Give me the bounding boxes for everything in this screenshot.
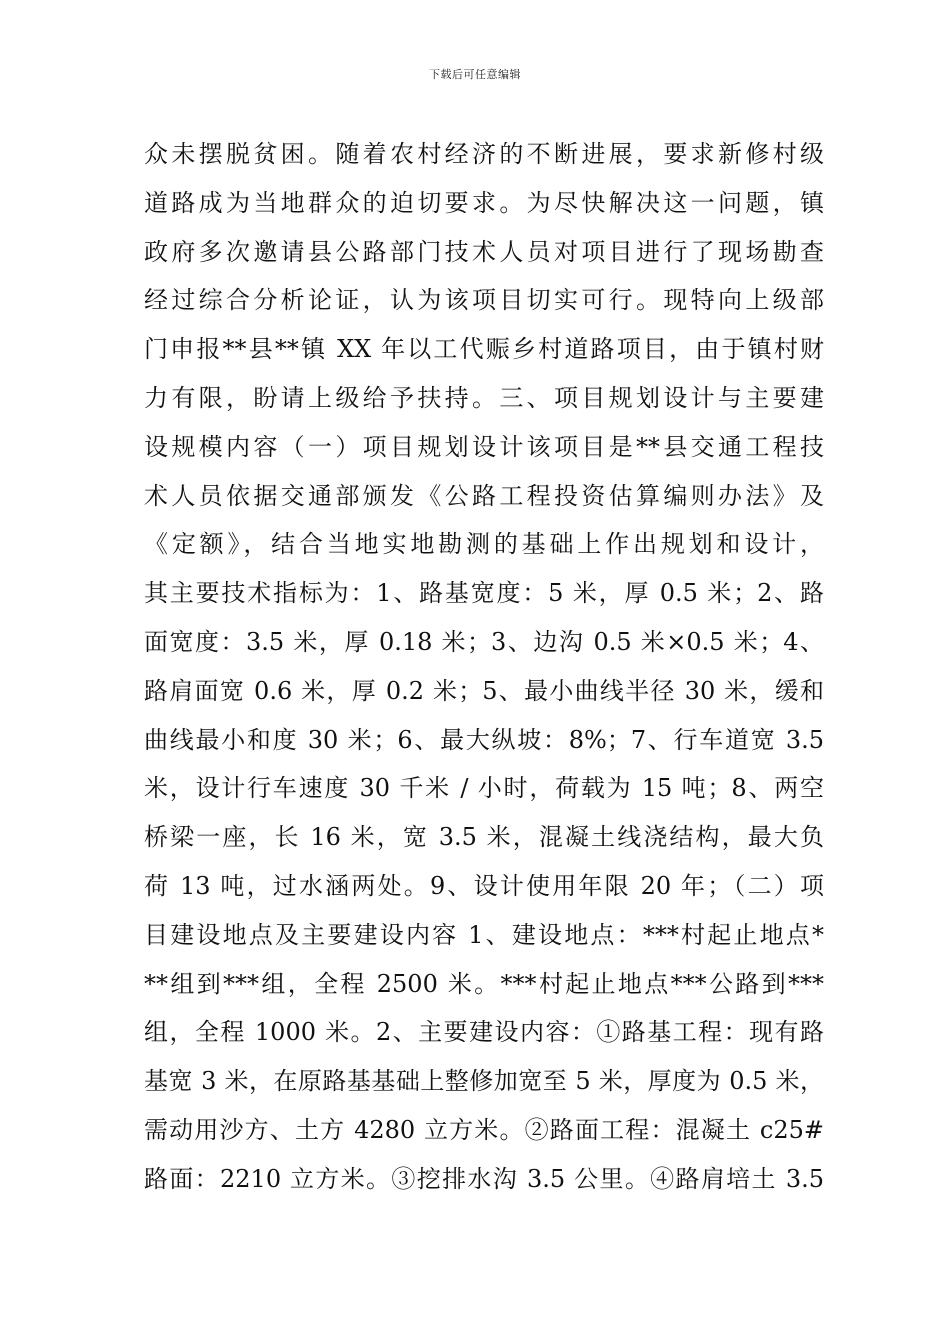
- text-line: 米，设计行车速度 30 千米 / 小时，荷载为 15 吨；8、两空: [144, 774, 824, 803]
- text-line: 荷 13 吨，过水涵两处。9、设计使用年限 20 年；（二）项: [144, 871, 824, 900]
- text-line: 路面：2210 立方米。③挖排水沟 3.5 公里。④路肩培土 3.5: [144, 1164, 824, 1193]
- text-line: 道路成为当地群众的迫切要求。为尽快解决这一问题，镇: [144, 188, 824, 217]
- text-line: 需动用沙方、土方 4280 立方米。②路面工程：混凝土 c25#: [144, 1115, 824, 1144]
- text-line: 力有限，盼请上级给予扶持。三、项目规划设计与主要建: [144, 383, 824, 412]
- text-line: 门申报**县**镇 XX 年以工代赈乡村道路项目，由于镇村财: [144, 335, 824, 364]
- text-line: 桥梁一座，长 16 米，宽 3.5 米，混凝土线浇结构，最大负: [144, 823, 824, 852]
- text-line: 目建设地点及主要建设内容 1、建设地点：***村起止地点*: [144, 920, 824, 949]
- text-line: 路肩面宽 0.6 米，厚 0.2 米；5、最小曲线半径 30 米，缓和: [144, 676, 824, 705]
- text-line: 经过综合分析论证，认为该项目切实可行。现特向上级部: [144, 286, 824, 315]
- text-line: 基宽 3 米，在原路基基础上整修加宽至 5 米，厚度为 0.5 米，: [144, 1067, 824, 1096]
- body-text: [144, 130, 824, 1204]
- text-line: 面宽度：3.5 米，厚 0.18 米；3、边沟 0.5 米×0.5 米；4、: [144, 627, 824, 656]
- text-line: 组，全程 1000 米。2、主要建设内容：①路基工程：现有路: [144, 1018, 824, 1047]
- text-line: 设规模内容（一）项目规划设计该项目是**县交通工程技: [144, 432, 824, 461]
- text-line: 众未摆脱贫困。随着农村经济的不断进展，要求新修村级: [144, 140, 824, 168]
- text-line: 术人员依据交通部颁发《公路工程投资估算编则办法》及: [144, 481, 824, 510]
- text-line: 曲线最小和度 30 米；6、最大纵坡：8%；7、行车道宽 3.5: [144, 725, 824, 754]
- text-line: 政府多次邀请县公路部门技术人员对项目进行了现场勘查: [144, 237, 824, 266]
- page-header: 下载后可任意编辑: [429, 68, 521, 81]
- text-line: **组到***组，全程 2500 米。***村起止地点***公路到***: [144, 969, 824, 998]
- text-line: 其主要技术指标为：1、路基宽度：5 米，厚 0.5 米；2、路: [144, 579, 824, 608]
- text-line: 《定额》，结合当地实地勘测的基础上作出规划和设计，: [144, 530, 824, 559]
